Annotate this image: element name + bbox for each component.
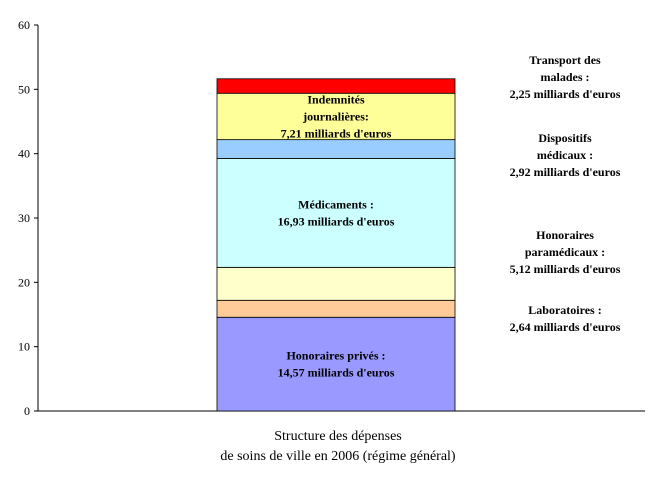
side-labels bbox=[510, 53, 621, 334]
bar-segment-honoraires-priv-s bbox=[217, 317, 455, 411]
side-label-line: 5,12 milliards d'euros bbox=[509, 262, 621, 276]
side-label-line: Transport des bbox=[529, 53, 601, 67]
side-label bbox=[510, 303, 621, 334]
side-label-line: Honoraires bbox=[536, 228, 594, 242]
x-category-label: de soins de ville en 2006 (régime général) bbox=[220, 449, 456, 464]
side-label-line: 2,92 milliards d'euros bbox=[509, 165, 621, 179]
side-label-line: médicaux : bbox=[536, 148, 594, 162]
segment-label-line: Honoraires privés : bbox=[286, 348, 386, 363]
y-tick-label: 40 bbox=[18, 146, 30, 161]
y-tick-label: 30 bbox=[18, 211, 30, 225]
side-label-line: malades : bbox=[540, 70, 590, 84]
side-label-line: Dispositifs bbox=[538, 131, 592, 145]
segment-label-line: Médicaments : bbox=[298, 197, 374, 212]
bar-segment-dispositifs-m-dicaux bbox=[217, 140, 455, 159]
bar-segment-m-dicaments bbox=[217, 158, 455, 267]
y-tick-label: 20 bbox=[18, 275, 30, 290]
segment-label-line: Indemnités bbox=[307, 92, 365, 107]
y-tick-label: 60 bbox=[18, 18, 30, 32]
bar-segment-transport-des-malades bbox=[217, 79, 455, 93]
category-label bbox=[220, 429, 456, 464]
side-label bbox=[510, 228, 621, 276]
side-label-line: 2,64 milliards d'euros bbox=[509, 320, 621, 334]
side-label bbox=[510, 53, 621, 101]
y-tick-label: 10 bbox=[18, 339, 30, 354]
side-label bbox=[510, 131, 621, 179]
segment-label-line: 16,93 milliards d'euros bbox=[277, 214, 395, 229]
side-label-line: paramédicaux : bbox=[524, 245, 606, 259]
segment-label-line: journalières: bbox=[303, 109, 369, 124]
y-tick-label: 50 bbox=[18, 82, 30, 97]
bar-segment-honoraires-param-dicaux bbox=[217, 267, 455, 300]
segment-label-line: 7,21 milliards d'euros bbox=[280, 126, 392, 141]
segment-label-line: 14,57 milliards d'euros bbox=[277, 365, 395, 380]
bar-segment-laboratoires bbox=[217, 300, 455, 317]
x-category-label: Structure des dépenses bbox=[274, 429, 402, 444]
side-label-line: Laboratoires : bbox=[528, 303, 602, 317]
side-label-line: 2,25 milliards d'euros bbox=[509, 87, 621, 101]
y-tick-label: 0 bbox=[24, 404, 30, 418]
